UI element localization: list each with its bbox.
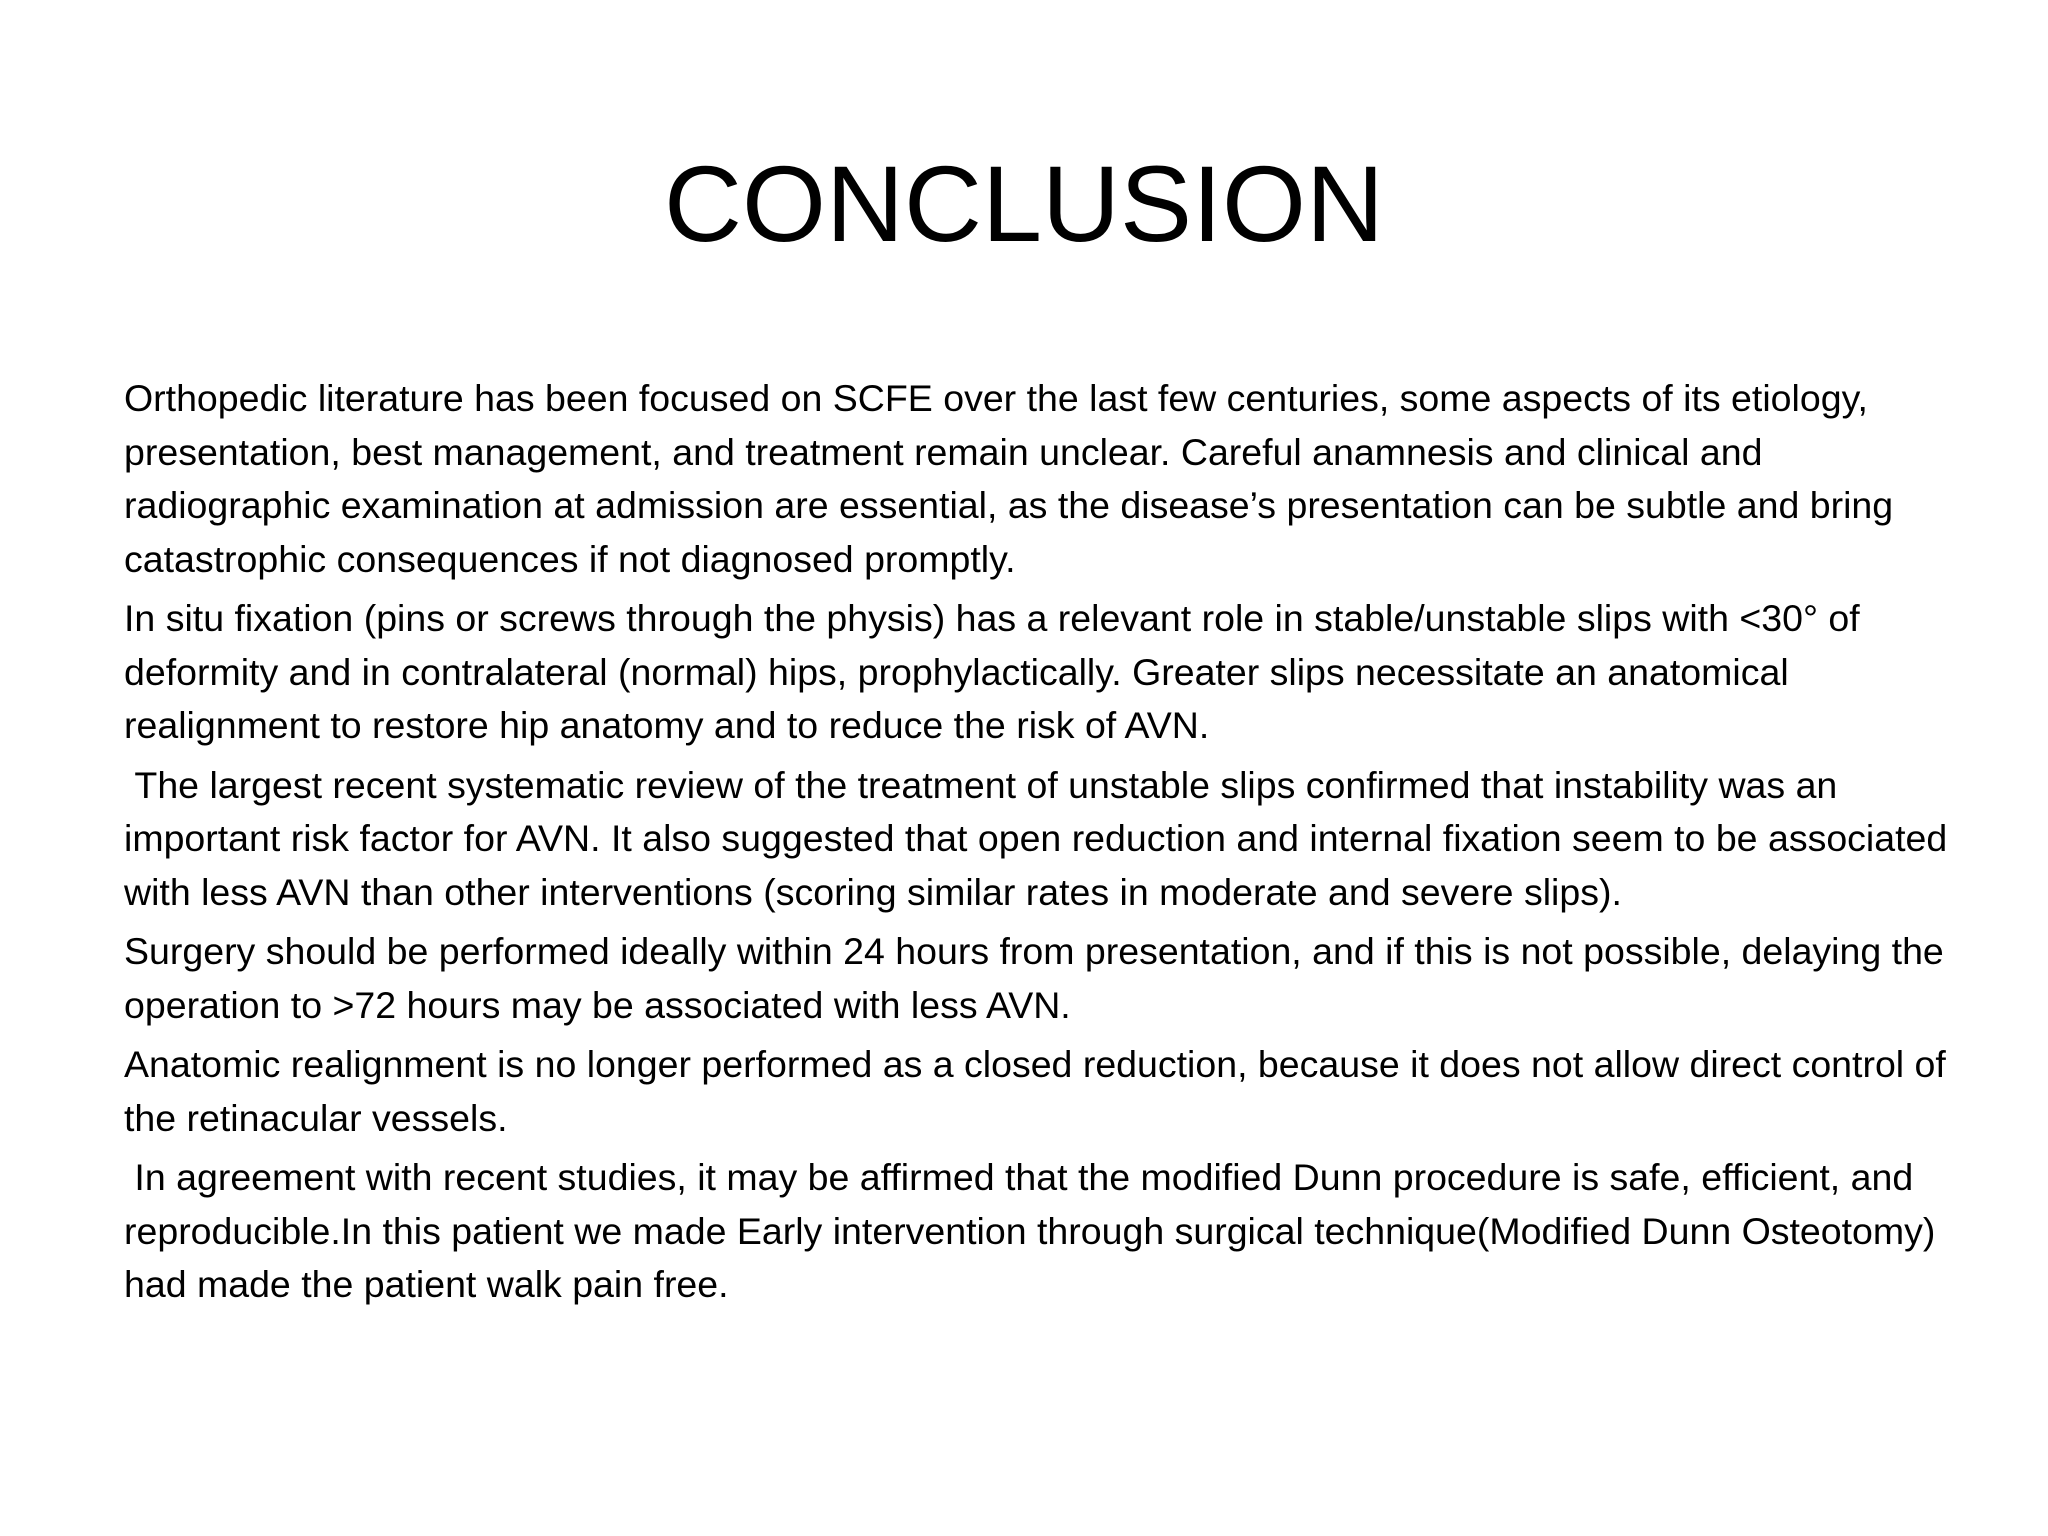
slide-title: CONCLUSION xyxy=(663,143,1385,264)
paragraph-anatomic-realignment: Anatomic realignment is no longer performed as a closed reduction, because it does not allow direct control of the retinacular vessels. xyxy=(124,1043,1946,1139)
paragraph-modified-dunn: In agreement with recent studies, it may be affirmed that the modified Dunn procedure is safe, efficient, and reproducible.In this patient we made Early intervention through surgical technique(Modified Dunn Osteotomy) had made the patient walk pain free. xyxy=(124,1156,1946,1305)
paragraph-surgery-timing: Surgery should be performed ideally within 24 hours from presentation, and if this is not possible, delaying the operation to >72 hours may be associated with less AVN. xyxy=(124,930,1944,1026)
paragraph-in-situ-fixation: In situ fixation (pins or screws through the physis) has a relevant role in stable/unstable slips with <30° of deformity and in contralateral (normal) hips, prophylactically. Greater slips necessitate an anatomical realignment to restore hip anatomy and to reduce the risk of AVN. xyxy=(124,597,1860,746)
paragraph-systematic-review: The largest recent systematic review of the treatment of unstable slips confirmed that instability was an important risk factor for AVN. It also suggested that open reduction and internal fixation seem to be associated with less AVN than other interventions (scoring similar rates in moderate and severe slips). xyxy=(124,763,1958,913)
paragraph-scfe-overview: Orthopedic literature has been focused on SCFE over the last few centuries, some aspects of its etiology, presentation, best management, and treatment remain unclear. Careful anamnesis and clinical and radiographic examination at admission are essential, as the disease’s presentation can be subtle and bring catastrophic consequences if not diagnosed promptly. xyxy=(124,377,1894,580)
slide-body xyxy=(124,372,1958,1318)
